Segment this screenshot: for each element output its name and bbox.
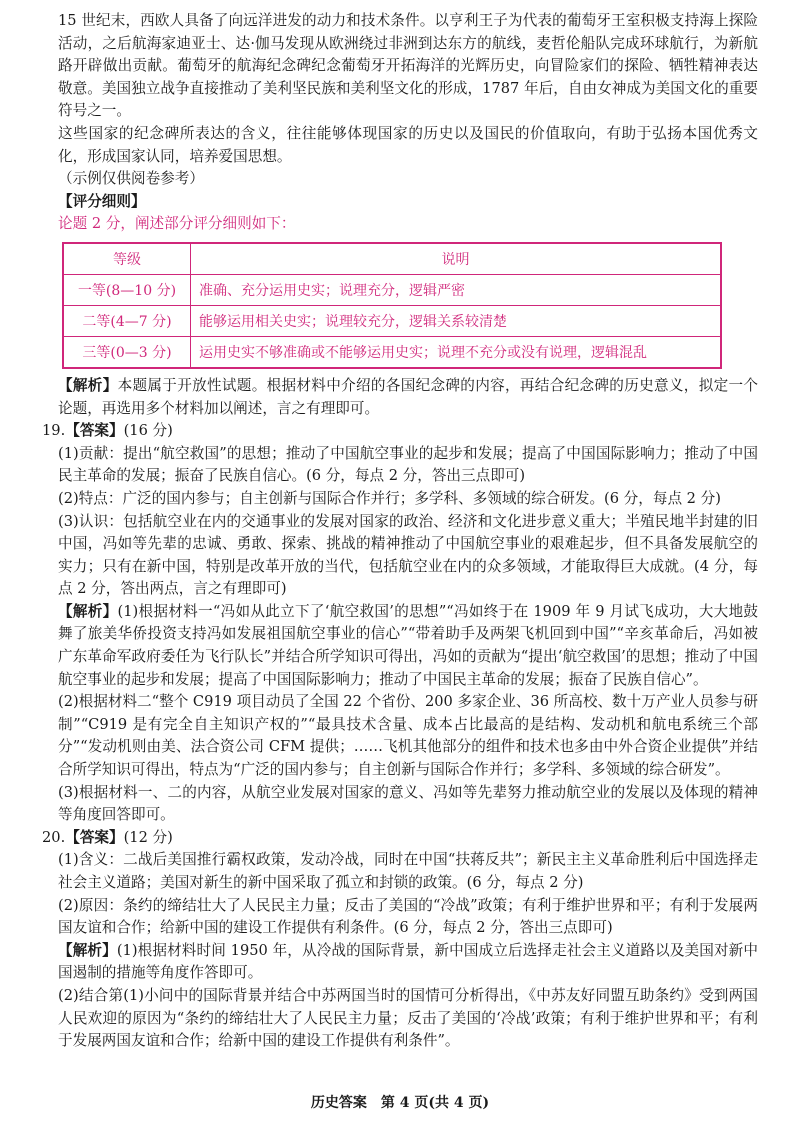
- question-number: 19.: [42, 422, 66, 440]
- q20-answer-2: (2)原因：条约的缔结壮大了人民民主力量；反击了美国的“冷战”政策；有利于维护世界和平；有利于发展两国友谊和合作；给新中国的建设工作提供有利条件。(6 分，每点 2 分，答出三点即可): [58, 896, 758, 937]
- rubric-header-level: 等级: [63, 243, 191, 275]
- analysis-text: (1)根据材料一“冯如从此立下了‘航空救国’的思想”“冯如终于在 1909 年 9 月试飞成功，大大地鼓舞了旅美华侨投资支持冯如发展祖国航空事业的信心”“带着助手及两架飞机回到中国”“辛亥革命后，冯如被广东革命军政府委任为飞行队长”并结合所学知识可得出，冯如的贡献为“提出‘航空救国’的思想；推动了中国航空事业的起步和发展；提高了中国国际影响力；推动了中国民主革命的发展；振奋了民族自信心”。: [58, 602, 758, 688]
- rubric-level: 三等(0—3 分): [63, 336, 191, 368]
- q20-answer-1: (1)含义：二战后美国推行霸权政策，发动冷战，同时在中国“扶蒋反共”；新民主主义革命胜利后中国选择走社会主义道路；美国对新生的新中国采取了孤立和封锁的政策。(6 分，每点 2 分): [58, 851, 758, 891]
- rubric-row: [63, 336, 721, 368]
- rubric-row: [63, 305, 721, 336]
- rubric-desc: 能够运用相关史实；说理较充分，逻辑关系较清楚: [191, 305, 722, 336]
- q20-header: [42, 827, 758, 850]
- question-score: (16 分): [123, 422, 173, 440]
- rubric-desc: 准确、充分运用史实；说理充分，逻辑严密: [191, 274, 722, 305]
- intro-conclusion: 这些国家的纪念碑所表达的含义，往往能够体现国家的历史以及国民的价值取向，有助于弘扬本国优秀文化，形成国家认同，培养爱国思想。: [58, 124, 758, 165]
- answer-tag: 【答案】: [65, 828, 124, 846]
- intro-note: （示例仅供阅卷参考）: [58, 170, 204, 188]
- rubric-analysis: [58, 375, 758, 420]
- answer-tag: 【答案】: [65, 422, 124, 440]
- q19-analysis-1: [58, 601, 758, 691]
- rubric-header-desc: 说明: [191, 243, 722, 275]
- page-footer: 历史答案 第 4 页(共 4 页): [310, 1095, 490, 1111]
- analysis-tag: 【解析】: [58, 941, 117, 959]
- question-number: 20.: [42, 828, 66, 846]
- q19-answer-3: (3)认识：包括航空业在内的交通事业的发展对国家的政治、经济和文化进步意义重大；半殖民地半封建的旧中国，冯如等先辈的忠诚、勇敢、探索、挑战的精神推动了中国航空事业的艰难起步，但不具备发展航空的实力；只有在新中国，特别是改革开放的当代，包括航空业在内的众多领域，才能取得巨大成就。(4 分，每点 2 分，答出两点，言之有理即可): [58, 512, 758, 598]
- rubric-desc: 运用史实不够准确或不能够运用史实；说理不充分或没有说理，逻辑混乱: [191, 336, 722, 368]
- rubric-row: [63, 274, 721, 305]
- q19-analysis-3: (3)根据材料一、二的内容，从航空业发展对国家的意义、冯如等先辈努力推动航空业的发展以及体现的精神等角度回答即可。: [58, 783, 758, 824]
- q19-header: [42, 420, 758, 443]
- analysis-text: (1)根据材料时间 1950 年，从冷战的国际背景，新中国成立后选择走社会主义道路以及美国对新中国遏制的措施等角度作答即可。: [58, 941, 758, 982]
- q20-analysis-1: [58, 940, 758, 985]
- question-score: (12 分): [123, 828, 173, 846]
- q19-analysis-2: (2)根据材料二“整个 C919 项目动员了全国 22 个省份、200 多家企业、36 所高校、数十万产业人员参与研制”“C919 是有完全自主知识产权的”“最具技术含量、成本占比最高的是结构、发动机和航电系统三个部分”“发动机则由美、法合资公司 CFM 提供；……飞机其他部分的组件和技术也多由中外合资企业提供”并结合所学知识可得出，特点为“广泛的国内参与；自主创新与国际合作并行；多学科、多领域的综合研发”。: [58, 693, 758, 779]
- analysis-text: 本题属于开放性试题。根据材料中介绍的各国纪念碑的内容，再结合纪念碑的历史意义，拟定一个论题，再选用多个材料加以阐述，言之有理即可。: [58, 376, 758, 417]
- rubric-header-row: [63, 243, 721, 275]
- analysis-tag: 【解析】: [58, 376, 118, 394]
- rubric-table: [62, 242, 722, 369]
- q19-answer-2: (2)特点：广泛的国内参与；自主创新与国际合作并行；多学科、多领域的综合研发。(6 分，每点 2 分): [58, 489, 721, 507]
- intro-paragraph: 15 世纪末，西欧人具备了向远洋进发的动力和技术条件。以亨利王子为代表的葡萄牙王室积极支持海上探险活动，之后航海家迪亚士、达·伽马发现从欧洲绕过非洲到达东方的航线，麦哲伦船队完成环球航行，为新航路开辟做出贡献。葡萄牙的航海纪念碑纪念葡萄牙开拓海洋的光辉历史，向冒险家们的探险、牺牲精神表达敬意。美国独立战争直接推动了美利坚民族和美利坚文化的形成，1787 年后，自由女神成为美国文化的重要符号之一。: [58, 12, 758, 120]
- q19-answer-1: (1)贡献：提出“航空救国”的思想；推动了中国航空事业的起步和发展；提高了中国国际影响力；推动了中国民主革命的发展；振奋了民族自信心。(6 分，每点 2 分，答出三点即可): [58, 444, 758, 485]
- q20-analysis-2: (2)结合第(1)小问中的国际背景并结合中苏两国当时的国情可分析得出，《中苏友好同盟互助条约》受到两国人民欢迎的原因为“条约的缔结壮大了人民民主力量；反击了美国的‘冷战’政策；有利于维护世界和平；有利于发展两国友谊和合作；给新中国的建设工作提供有利条件”。: [58, 986, 758, 1050]
- rubric-level: 一等(8—10 分): [63, 274, 191, 305]
- analysis-tag: 【解析】: [58, 602, 118, 620]
- rubric-note: 论题 2 分，阐述部分评分细则如下：: [58, 215, 296, 233]
- rubric-title: 【评分细则】: [58, 192, 146, 210]
- rubric-level: 二等(4—7 分): [63, 305, 191, 336]
